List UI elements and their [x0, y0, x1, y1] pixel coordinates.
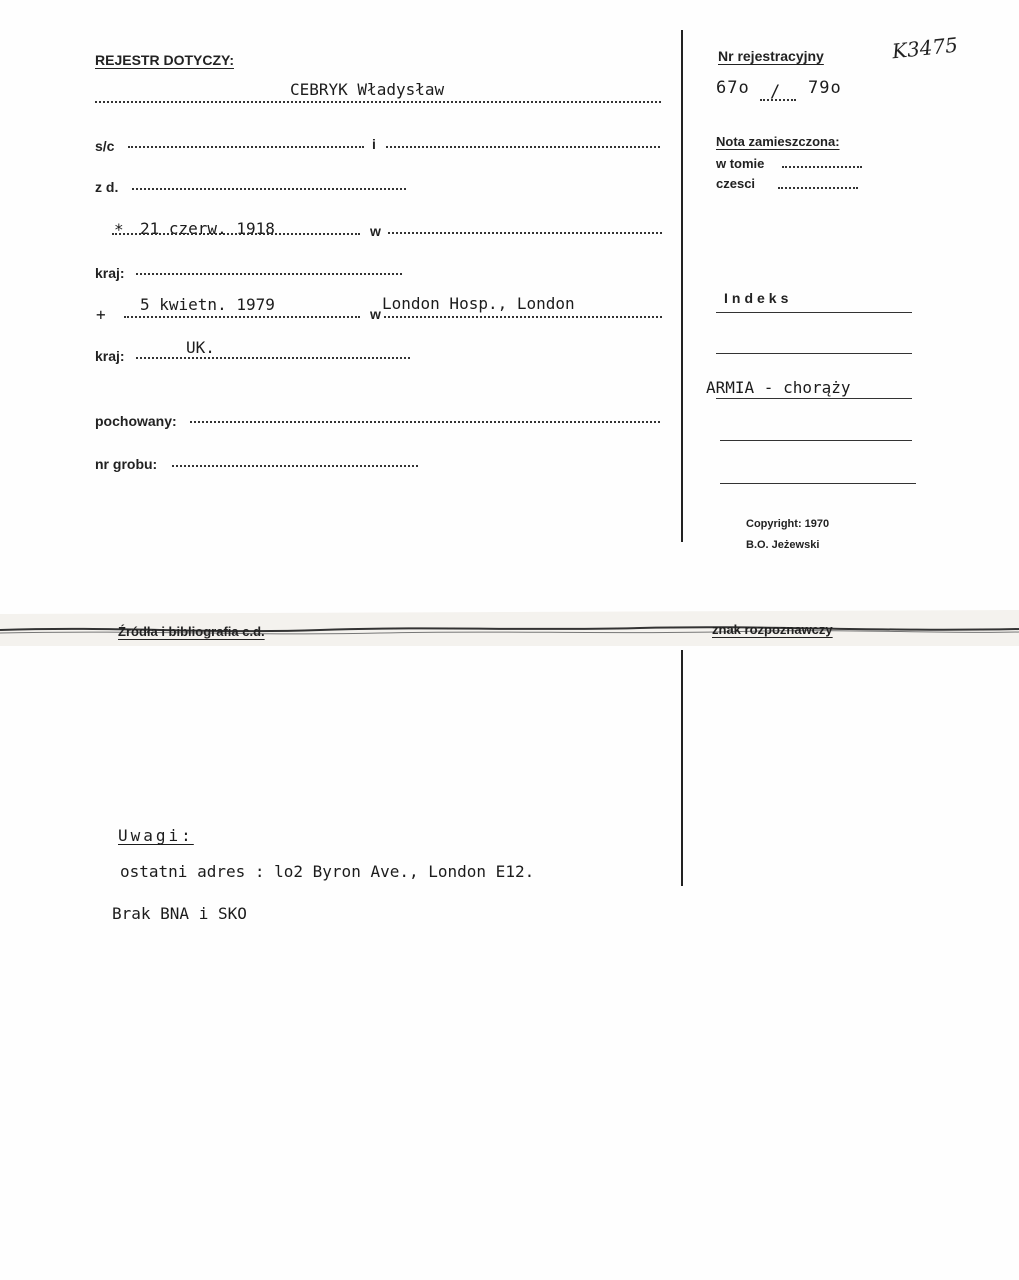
died-place-dotted-line [384, 316, 662, 318]
died-w-label: w [370, 306, 381, 322]
zd-dotted-line [132, 188, 406, 190]
paper-fold [0, 600, 1019, 646]
kraj1-dotted-line [136, 273, 402, 275]
kraj2-dotted-line [136, 357, 410, 359]
kraj2-label: kraj: [95, 348, 125, 364]
born-date: 21 czerw. 1918 [140, 219, 275, 238]
index-line-3 [716, 398, 912, 399]
register-header: REJESTR DOTYCZY: [95, 52, 234, 68]
sources-label: Źródła i bibliografia c.d. [118, 624, 265, 639]
reg-dotted-line [760, 99, 796, 101]
born-w-label: w [370, 223, 381, 239]
index-line-2 [716, 353, 912, 354]
last-address: ostatni adres : lo2 Byron Ave., London E12. [120, 862, 535, 881]
index-line-1 [716, 312, 912, 313]
copyright-line-2: B.O. Jeżewski [746, 539, 820, 551]
remarks-label: Uwagi: [118, 826, 194, 845]
part-label: czesci [716, 176, 756, 191]
born-marker: * [114, 220, 124, 239]
person-name: CEBRYK Władysław [290, 80, 445, 99]
died-date: 5 kwietn. 1979 [140, 295, 275, 314]
kraj2-value: UK. [186, 338, 215, 357]
army-rank: ARMIA - chorąży [706, 378, 851, 397]
born-place-dotted-line [388, 232, 662, 234]
name-dotted-line [95, 101, 661, 103]
i-label: i [372, 136, 376, 152]
died-dotted-line [124, 316, 360, 318]
sc-dotted-line [128, 146, 364, 148]
index-line-4 [720, 440, 912, 441]
column-divider-top [681, 30, 683, 542]
index-line-5 [720, 483, 916, 484]
kraj1-label: kraj: [95, 265, 125, 281]
i-dotted-line [386, 146, 660, 148]
index-label: Indeks [724, 290, 793, 306]
nota-label: Nota zamieszczona: [716, 134, 840, 149]
reg-number-part2: 79o [808, 78, 842, 98]
reg-number-label: Nr rejestracyjny [718, 48, 824, 64]
died-place: London Hosp., London [382, 294, 575, 313]
reg-number-separator: / [770, 82, 782, 102]
copyright-line-1: Copyright: 1970 [746, 518, 830, 530]
buried-label: pochowany: [95, 413, 177, 429]
born-dotted-line [112, 233, 360, 235]
part-dotted-line [778, 187, 858, 189]
handwritten-reference: K3475 [890, 32, 959, 64]
archive-note: Brak BNA i SKO [112, 904, 247, 923]
died-marker: + [96, 305, 106, 324]
buried-dotted-line [190, 421, 660, 423]
identification-sign-label: znak rozpoznawczy [712, 622, 833, 637]
reg-number-part1: 67o [716, 78, 750, 98]
grave-dotted-line [172, 465, 418, 467]
tome-dotted-line [782, 166, 862, 168]
grave-label: nr grobu: [95, 456, 158, 472]
sc-label: s/c [95, 138, 115, 154]
tome-label: w tomie [716, 156, 765, 171]
column-divider-bottom [681, 650, 683, 886]
zd-label: z d. [95, 179, 119, 195]
